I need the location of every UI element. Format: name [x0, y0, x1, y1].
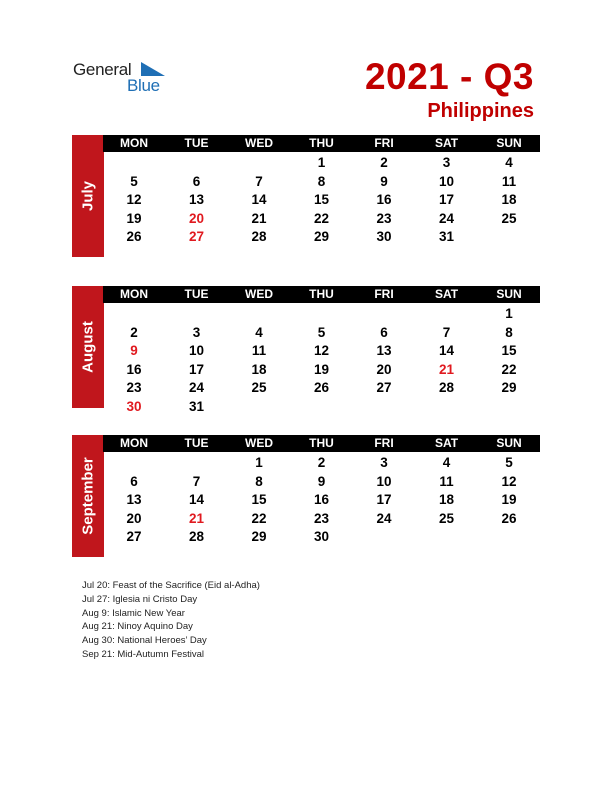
calendar-date: 30 — [313, 529, 330, 544]
calendar-date: 7 — [255, 173, 263, 189]
calendar-date: 8 — [505, 324, 513, 340]
calendar-date: 10 — [376, 473, 392, 489]
weekday-header: FRI — [374, 287, 394, 301]
calendar-date: 18 — [251, 361, 267, 377]
logo-word-general: General — [73, 60, 132, 79]
holiday-item: Jul 20: Feast of the Sacrifice (Eid al-Adha) — [82, 580, 260, 591]
calendar-date: 8 — [255, 473, 263, 489]
calendar-date: 7 — [192, 473, 201, 489]
holiday-item: Aug 21: Ninoy Aquino Day — [82, 621, 193, 633]
calendar-date: 10 — [438, 173, 455, 189]
weekday-header: WED — [245, 136, 273, 150]
calendar-date: 5 — [505, 455, 513, 470]
weekday-header: FRI — [374, 436, 394, 450]
calendar-date: 13 — [376, 343, 392, 358]
weekday-header: SUN — [496, 287, 522, 301]
calendar-date: 12 — [313, 343, 330, 358]
calendar-date: 5 — [130, 173, 138, 189]
calendar-date: 29 — [313, 229, 330, 244]
calendar-date: 17 — [438, 192, 455, 207]
weekday-header: TUE — [184, 136, 209, 150]
weekday-header: THU — [309, 436, 334, 450]
calendar-date: 4 — [255, 324, 263, 340]
calendar-date: 17 — [188, 361, 205, 377]
holiday-date: 30 — [126, 398, 142, 414]
calendar-date: 6 — [380, 324, 388, 340]
weekday-header: SAT — [434, 436, 459, 450]
calendar-date: 16 — [313, 492, 330, 507]
calendar-date: 28 — [251, 229, 267, 244]
calendar-date: 5 — [317, 324, 326, 340]
calendar-date: 25 — [438, 510, 455, 526]
holiday-date: 20 — [188, 210, 205, 226]
calendar-date: 27 — [376, 380, 392, 395]
calendar-date: 23 — [376, 210, 392, 226]
calendar-date: 3 — [380, 455, 388, 470]
calendar-date: 15 — [501, 343, 517, 358]
weekday-header: SAT — [434, 287, 459, 301]
calendar-date: 9 — [380, 173, 388, 189]
calendar-date: 21 — [251, 210, 267, 226]
calendar-date: 6 — [130, 473, 138, 489]
weekday-header: MON — [120, 136, 148, 150]
weekday-header: TUE — [184, 436, 209, 450]
calendar-date: 11 — [251, 343, 267, 358]
month-tab — [72, 435, 104, 557]
calendar-date: 25 — [251, 380, 267, 395]
calendar-date: 12 — [126, 192, 142, 207]
calendar-date: 11 — [501, 173, 517, 189]
calendar-date: 29 — [251, 529, 267, 544]
calendar-date: 24 — [438, 210, 455, 226]
calendar-date: 16 — [376, 192, 392, 207]
calendar-date: 1 — [255, 455, 263, 470]
holiday-item: Sep 21: Mid-Autumn Festival — [82, 648, 204, 660]
calendar-date: 24 — [376, 510, 392, 526]
calendar-date: 22 — [501, 361, 517, 377]
calendar-date: 24 — [188, 380, 205, 395]
calendar-date: 10 — [188, 343, 205, 358]
calendar-date: 28 — [188, 529, 205, 544]
calendar-date: 1 — [317, 155, 326, 170]
calendar-date: 4 — [442, 455, 451, 470]
calendar-date: 19 — [313, 361, 330, 377]
calendar-date: 11 — [439, 473, 454, 489]
calendar-date: 13 — [126, 492, 142, 507]
calendar-date: 18 — [438, 492, 455, 507]
weekday-header: WED — [245, 287, 273, 301]
weekday-header: FRI — [374, 136, 394, 150]
calendar-date: 28 — [438, 380, 455, 395]
month-tab — [72, 286, 104, 408]
holiday-list — [82, 579, 260, 662]
month-name: September — [79, 457, 97, 535]
calendar-date: 2 — [380, 155, 388, 170]
calendar-date: 15 — [251, 492, 267, 507]
weekday-header: SAT — [434, 136, 459, 150]
calendar-date: 31 — [188, 398, 205, 414]
calendar-date: 31 — [438, 229, 455, 244]
calendar-date: 25 — [501, 210, 517, 226]
weekday-header: THU — [309, 136, 334, 150]
generalblue-logo — [73, 58, 173, 98]
calendar-date: 6 — [192, 173, 201, 189]
weekday-header: SUN — [496, 136, 522, 150]
calendar-date: 2 — [317, 455, 326, 470]
calendar-date: 14 — [188, 492, 205, 507]
calendar-date: 12 — [501, 473, 517, 489]
calendar-date: 20 — [376, 361, 392, 377]
calendar-date: 22 — [251, 510, 267, 526]
holiday-item: Aug 30: National Heroes’ Day — [82, 635, 207, 647]
holiday-date: 21 — [188, 510, 205, 526]
weekday-header: SUN — [496, 436, 522, 450]
calendar-date: 26 — [501, 510, 517, 526]
calendar-date: 8 — [317, 173, 326, 189]
calendar-date: 1 — [505, 306, 513, 321]
calendar-date: 23 — [126, 380, 142, 395]
page-title: 2021 - Q3 — [364, 56, 534, 97]
calendar-date: 3 — [192, 324, 201, 340]
weekday-header-row — [103, 435, 540, 452]
calendar-date: 26 — [126, 229, 142, 244]
calendar-date: 18 — [501, 192, 517, 207]
country-name: Philippines — [427, 100, 534, 122]
calendar-date: 15 — [313, 192, 330, 207]
weekday-header: WED — [245, 436, 273, 450]
weekday-header: MON — [120, 436, 148, 450]
month-tab — [72, 135, 104, 257]
holiday-item: Jul 27: Iglesia ni Cristo Day — [82, 593, 198, 605]
calendar-date: 14 — [438, 343, 455, 358]
calendar-date: 9 — [317, 473, 326, 489]
calendar-date: 22 — [313, 210, 330, 226]
weekday-header: THU — [309, 287, 334, 301]
calendar-date: 23 — [313, 510, 330, 526]
holiday-date: 9 — [130, 343, 138, 358]
holiday-item: Aug 9: Islamic New Year — [82, 607, 185, 619]
calendar-date: 19 — [501, 492, 517, 507]
calendar-date: 27 — [126, 529, 142, 544]
month-name: August — [79, 321, 97, 373]
calendar-date: 3 — [442, 155, 451, 170]
weekday-header: MON — [120, 287, 148, 301]
calendar-date: 26 — [313, 380, 330, 395]
calendar-date: 14 — [251, 192, 267, 207]
calendar-date: 19 — [126, 210, 142, 226]
calendar-date: 7 — [442, 324, 451, 340]
holiday-date: 21 — [438, 361, 455, 377]
logo-word-blue: Blue — [127, 76, 160, 95]
calendar-date: 29 — [501, 380, 517, 395]
calendar-date: 17 — [376, 492, 392, 507]
calendar-date: 20 — [126, 510, 142, 526]
calendar-date: 30 — [376, 229, 392, 244]
calendar-date: 16 — [126, 361, 142, 377]
calendar-date: 13 — [188, 192, 205, 207]
month-name: July — [79, 180, 97, 212]
weekday-header-row — [103, 135, 540, 152]
weekday-header: TUE — [184, 287, 209, 301]
calendar-date: 4 — [505, 155, 513, 170]
holiday-date: 27 — [188, 229, 205, 244]
weekday-header-row — [103, 286, 540, 303]
calendar-date: 2 — [130, 324, 138, 340]
